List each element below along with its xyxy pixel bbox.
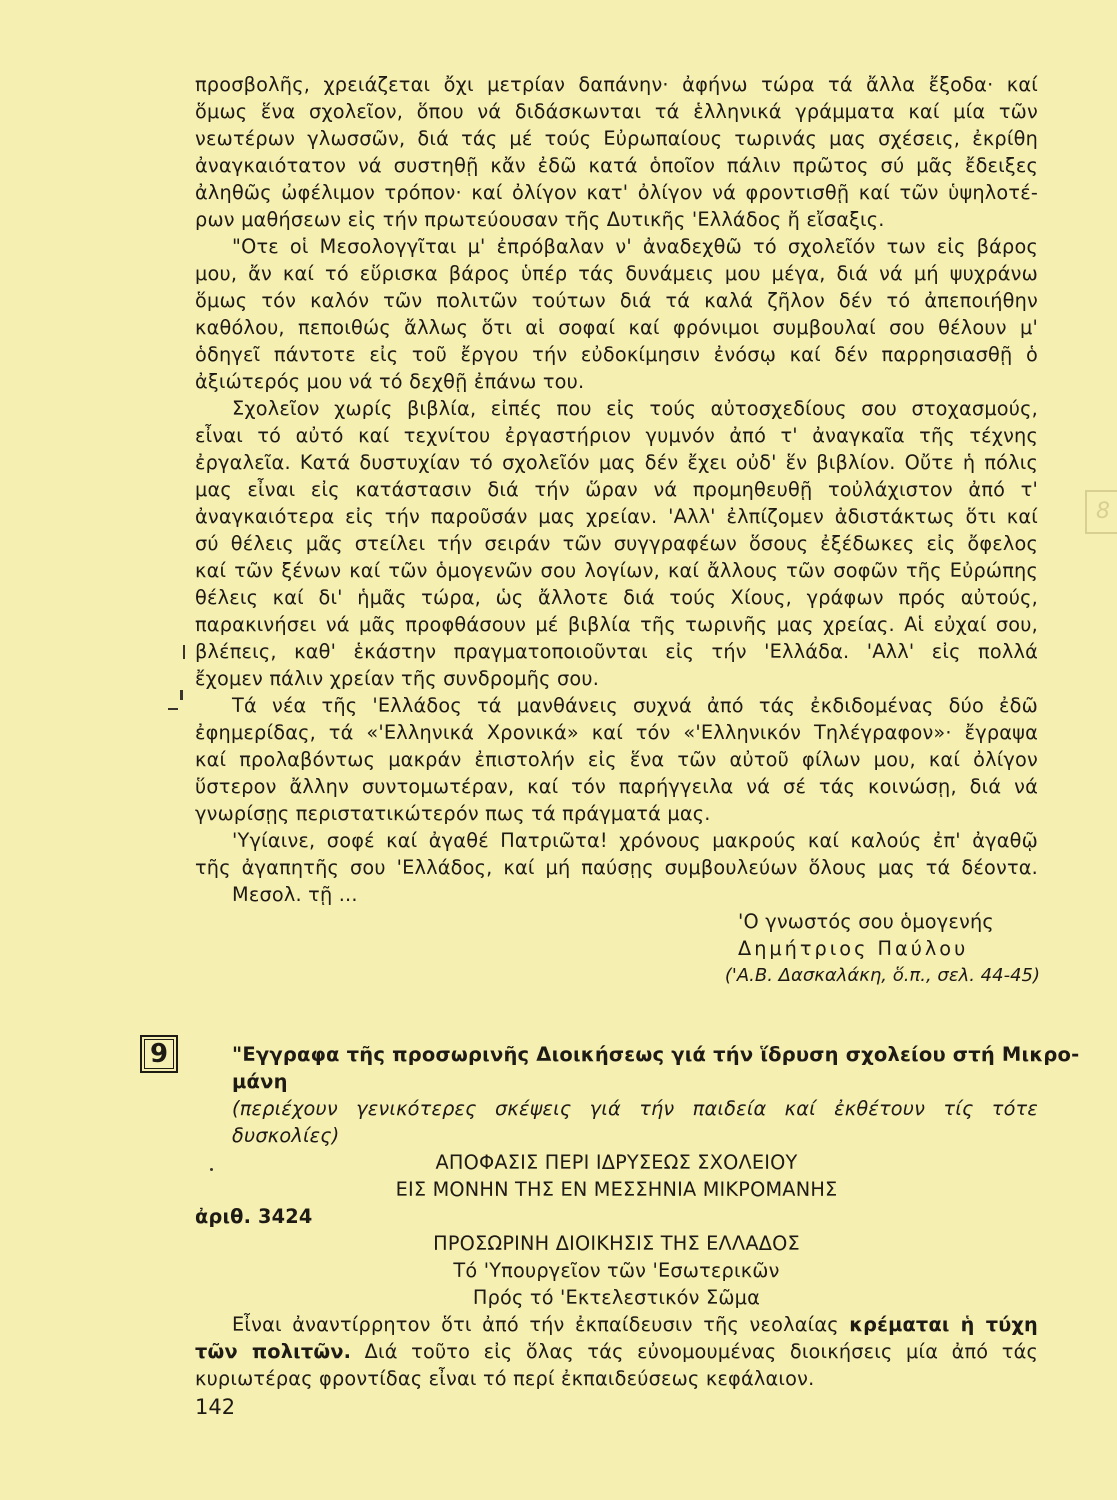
authority-heading: ΠΡΟΣΩΡΙΝΗ ΔΙΟΙΚΗΣΙΣ ΤΗΣ ΕΛΛΑΔΟΣ bbox=[433, 1232, 800, 1255]
text-line: μου, ἄν καί τό εὕρισκα βάρος ὑπέρ τάς δυνάμεις μου μέγα, διά νά μή ψυχράνω bbox=[195, 262, 1038, 285]
text-line bbox=[232, 1312, 1038, 1338]
text-line: εἶναι τό αὐτό καί τεχνίτου ἐργαστήριον γυμνόν ἀπό τ' ἀναγκαῖα τῆς τέχνης bbox=[195, 424, 1038, 447]
margin-mark bbox=[168, 708, 178, 710]
text-line: καί τῶν ξένων καί τῶν ὁμογενῶν σου λογίων, καί ἄλλους τῶν σοφῶν τῆς Εὐρώπης bbox=[195, 559, 1038, 582]
edge-tab-mark: 8 bbox=[1085, 490, 1117, 534]
text-line: ἀναγκαιότατον νά συστηθῇ κἄν ἐδῶ κατά ὁποῖον πάλιν πρῶτος σύ μᾶς ἔδειξες bbox=[195, 154, 1038, 177]
text-line: "Οτε οἱ Μεσολογγῖται μ' ἐπρόβαλαν ν' ἀναδεχθῶ τό σχολεῖόν των εἰς βάρος bbox=[232, 235, 1038, 258]
text-line: ἐφημερίδας, τά «'Ελληνικά Χρονικά» καί τόν «'Ελληνικόν Τηλέγραφον»· ἔγραψα bbox=[195, 721, 1038, 744]
text-line: ἐργαλεῖα. Κατά δυστυχίαν τό σχολεῖόν μας δέν ἔχει οὐδ' ἕν βιβλίον. Οὔτε ἡ πόλις bbox=[195, 451, 1038, 474]
text-line: τῆς ἀγαπητῆς σου 'Ελλάδος, καί μή παύσῃς συμβουλεύων ὅλους μας τά δέοντα. bbox=[195, 856, 1038, 879]
text-line: καί προλαβόντως μακράν ἐπιστολήν εἰς ἕνα τῶν αὐτοῦ φίλων μου, καί ὀλίγον bbox=[195, 748, 1038, 771]
decision-heading-2: ΕΙΣ ΜΟΝΗΝ ΤΗΣ ΕΝ ΜΕΣΣΗΝΙΑ ΜΙΚΡΟΜΑΝΗΣ bbox=[395, 1178, 838, 1201]
page-number: 142 bbox=[195, 1395, 236, 1419]
text-line: καθόλου, πεποιθώς ἄλλως ὅτι αἱ σοφαί καί φρόνιμοι συμβουλαί σου θέλουν μ' bbox=[195, 316, 1038, 339]
text-line: ἀναγκαιότερα εἰς τήν παροῦσάν μας χρείαν. 'Αλλ' ἐλπίζομεν ἀδιστάκτως ὅτι καί bbox=[195, 505, 1038, 528]
text-line: Τά νέα τῆς 'Ελλάδος τά μανθάνεις συχνά ἀπό τάς ἐκδιδομένας δύο ἐδῶ bbox=[232, 694, 1038, 717]
text-line: κυριωτέρας φροντίδας εἶναι τό περί ἐκπαιδεύσεως κεφάλαιον. bbox=[195, 1367, 815, 1390]
citation: ('Α.Β. Δασκαλάκη, ὅ.π., σελ. 44-45) bbox=[724, 965, 1040, 986]
text-line: Μεσολ. τῇ ... bbox=[232, 883, 358, 906]
section-title-cont: μάνη bbox=[232, 1070, 288, 1093]
section-number-box: 9 bbox=[140, 1035, 178, 1073]
text-line: 'Υγίαινε, σοφέ καί ἀγαθέ Πατριῶτα! χρόνους μακρούς καί καλούς ἐπ' ἀγαθῷ bbox=[232, 829, 1038, 852]
signature-name: Δημήτριος Παύλου bbox=[738, 937, 969, 960]
signature-line: 'Ο γνωστός σου ὁμογενής bbox=[738, 910, 994, 933]
text-span: Διά τοῦτο εἰς ὅλας τάς εὐνομουμένας διοικήσεις μία ἀπό τάς bbox=[351, 1340, 1039, 1363]
text-line: προσβολῆς, χρειάζεται ὄχι μετρίαν δαπάνην· ἀφήνω τώρα τά ἄλλα ἔξοδα· καί bbox=[195, 73, 1038, 96]
margin-mark bbox=[210, 1168, 213, 1171]
text-line: ρων μαθήσεων εἰς τήν πρωτεύουσαν τῆς Δυτικῆς 'Ελλάδος ἤ εἴσαξις. bbox=[195, 208, 885, 231]
decision-heading-1: ΑΠΟΦΑΣΙΣ ΠΕΡΙ ΙΔΡΥΣΕΩΣ ΣΧΟΛΕΙΟΥ bbox=[435, 1151, 798, 1174]
text-span: Εἶναι ἀναντίρρητον ὅτι ἀπό τήν ἐκπαίδευσιν τῆς νεολαίας bbox=[232, 1313, 850, 1336]
document-number: ἀριθ. 3424 bbox=[195, 1205, 313, 1228]
text-line: μας εἶναι εἰς κατάστασιν διά τήν ὥραν νά προμηθευθῇ τοὐλάχιστον ἀπό τ' bbox=[195, 478, 1038, 501]
section-subtitle: (περιέχουν γενικότερες σκέψεις γιά τήν παιδεία καί ἐκθέτουν τίς τότε bbox=[232, 1097, 1038, 1120]
bold-phrase: κρέμαται ἡ τύχη bbox=[849, 1313, 1038, 1336]
text-line: βλέπεις, καθ' ἑκάστην πραγματοποιοῦνται εἰς τήν 'Ελλάδα. 'Αλλ' εἰς πολλά bbox=[195, 640, 1038, 663]
text-line: παρακινήσει νά μᾶς προφθάσουν μέ βιβλία τῆς τωρινῆς μας χρείας. Αἱ εὐχαί σου, bbox=[195, 613, 1038, 636]
text-line: ὁδηγεῖ πάντοτε εἰς τοῦ ἔργου τήν εὐδοκίμησιν ἐνόσῳ καί δέν παρρησιασθῇ ὁ bbox=[195, 343, 1038, 366]
text-line: Σχολεῖον χωρίς βιβλία, εἰπές που εἰς τούς αὐτοσχεδίους σου στοχασμούς, bbox=[232, 397, 1038, 420]
text-line: ἔχομεν πάλιν χρείαν τῆς συνδρομῆς σου. bbox=[195, 667, 600, 690]
section-title: "Εγγραφα τῆς προσωρινῆς Διοικήσεως γιά τήν ἵδρυση σχολείου στή Μικρο- bbox=[232, 1043, 1080, 1066]
text-line: ὅμως ἕνα σχολεῖον, ὅπου νά διδάσκωνται τά ἑλληνικά γράμματα καί μία τῶν bbox=[195, 100, 1038, 123]
margin-mark bbox=[180, 690, 183, 700]
section-subtitle-cont: δυσκολίες) bbox=[232, 1124, 340, 1147]
text-line: ὕστερον ἄλλην συντομωτέραν, καί τόν παρήγγειλα νά σέ τάς κοινώσῃ, διά νά bbox=[195, 775, 1038, 798]
text-line: θέλεις καί δι' ἡμᾶς τώρα, ὡς ἄλλοτε διά τούς Χίους, γράφων πρός αὐτούς, bbox=[195, 586, 1038, 609]
text-line: ἀξιώτερός μου νά τό δεχθῇ ἐπάνω του. bbox=[195, 370, 585, 393]
text-line: ὅμως τόν καλόν τῶν πολιτῶν τούτων διά τά καλά ζῆλον δέν τό ἀπεποιήθην bbox=[195, 289, 1038, 312]
text-line bbox=[195, 1339, 1038, 1365]
text-line: ἀληθῶς ὠφέλιμον τρόπον· καί ὀλίγον κατ' ὀλίγον νά φροντισθῇ καί τῶν ὑψηλοτέ- bbox=[195, 181, 1038, 204]
margin-mark bbox=[183, 645, 185, 659]
bold-phrase: τῶν πολιτῶν. bbox=[195, 1340, 352, 1363]
recipient-heading: Πρός τό 'Εκτελεστικόν Σῶμα bbox=[472, 1286, 761, 1309]
text-line: γνωρίσῃς περιστατικώτερόν πως τά πράγματά μας. bbox=[195, 802, 711, 825]
text-line: σύ θέλεις μᾶς στείλει τήν σειράν τῶν συγγραφέων ὅσους ἐξέδωκες εἰς ὄφελος bbox=[195, 532, 1038, 555]
ministry-heading: Τό 'Υπουργεῖον τῶν 'Εσωτερικῶν bbox=[453, 1259, 780, 1282]
text-line: νεωτέρων γλωσσῶν, διά τάς μέ τούς Εὐρωπαίους τωρινάς μας σχέσεις, ἐκρίθη bbox=[195, 127, 1038, 150]
